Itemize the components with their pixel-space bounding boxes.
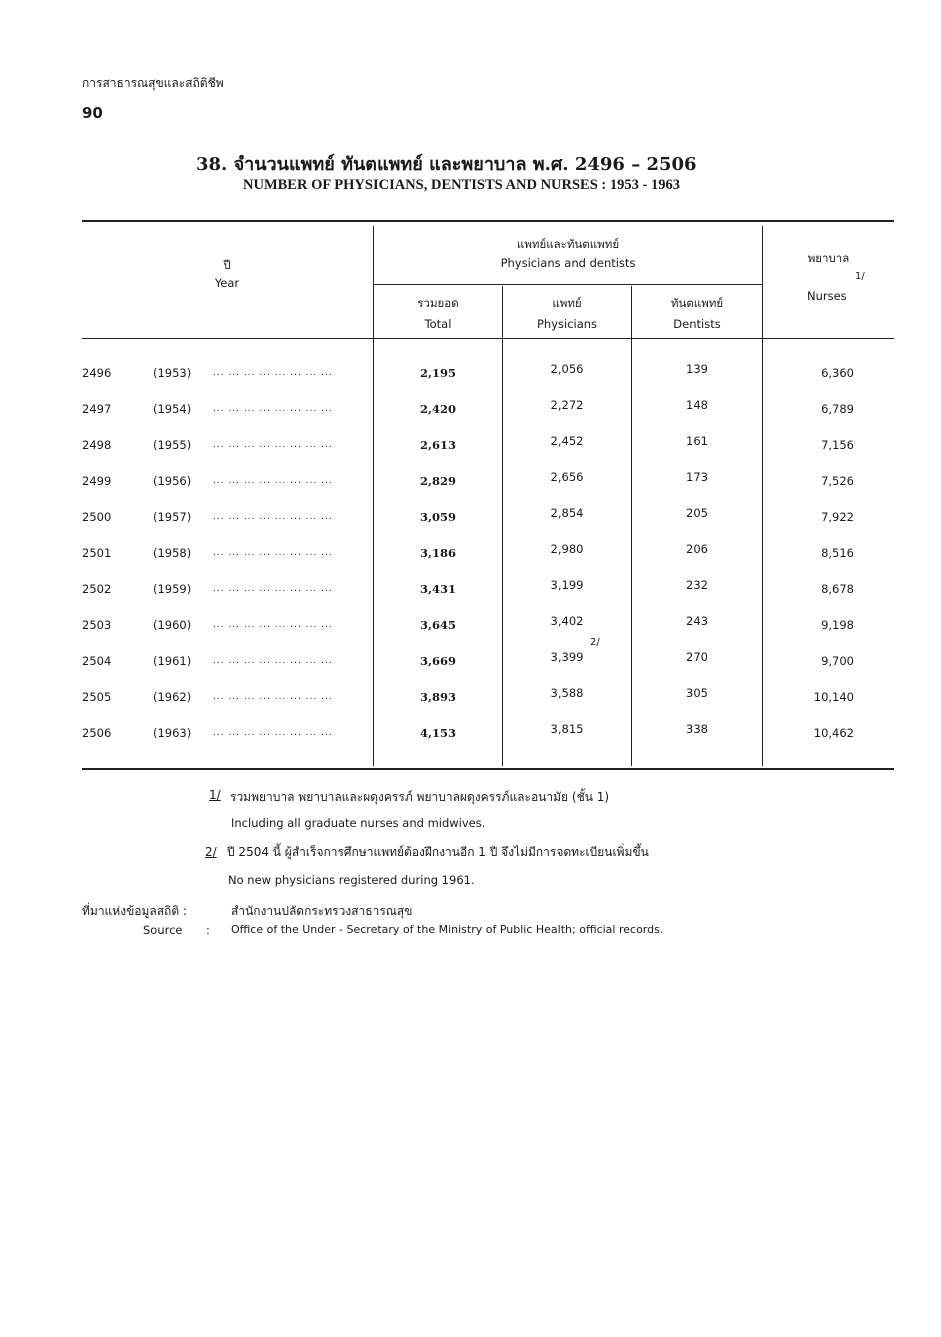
cell-year: 2502	[82, 582, 112, 596]
cell-nurses: 10,140	[813, 690, 854, 704]
cell-leader-dots: ... ... ... ... ... ... ... ...	[213, 692, 333, 702]
cell-physicians: 2,056	[550, 362, 584, 376]
cell-year-ce: (1960)	[153, 618, 192, 632]
table-row	[0, 362, 941, 386]
cell-year-ce: (1961)	[153, 654, 192, 668]
cell-year-ce: (1955)	[153, 438, 192, 452]
header-physicians-th: แพทย์	[552, 296, 582, 310]
header-nurses-en: Nurses	[807, 289, 847, 303]
cell-physicians: 3,199	[550, 578, 584, 592]
cell-year-ce: (1956)	[153, 474, 192, 488]
cell-dentists: 205	[686, 506, 708, 520]
cell-year-ce: (1953)	[153, 366, 192, 380]
cell-total: 2,195	[419, 366, 456, 380]
footnote-2-mark: 2/	[205, 845, 217, 859]
cell-nurses: 8,678	[821, 582, 854, 596]
cell-leader-dots: ... ... ... ... ... ... ... ...	[213, 584, 333, 594]
cell-total: 3,431	[419, 582, 456, 596]
footnote-2-thai: ปี 2504 นี้ ผู้สำเร็จการศึกษาแพทย์ต้องฝึกงานอีก 1 ปี จึงไม่มีการจดทะเบียนเพิ่มขึ้น	[227, 845, 649, 859]
cell-year: 2504	[82, 654, 112, 668]
cell-year: 2497	[82, 402, 112, 416]
cell-year: 2506	[82, 726, 112, 740]
nurses-note-mark: 1/	[855, 271, 865, 282]
source-text-thai: สำนักงานปลัดกระทรวงสาธารณสุข	[231, 904, 413, 918]
cell-year: 2500	[82, 510, 112, 524]
header-total-th: รวมยอด	[417, 296, 459, 310]
divider-dentists	[762, 226, 763, 766]
footnote-1-mark: 1/	[209, 788, 221, 802]
cell-leader-dots: ... ... ... ... ... ... ... ...	[213, 404, 333, 414]
cell-leader-dots: ... ... ... ... ... ... ... ...	[213, 620, 333, 630]
header-total	[374, 293, 502, 334]
cell-dentists: 338	[686, 722, 708, 736]
cell-total: 3,893	[419, 690, 456, 704]
header-year-en: Year	[214, 276, 240, 290]
cell-dentists: 161	[686, 434, 708, 448]
cell-dentists: 139	[686, 362, 708, 376]
cell-leader-dots: ... ... ... ... ... ... ... ...	[213, 728, 333, 738]
cell-nurses: 10,462	[813, 726, 854, 740]
group-rule	[374, 284, 762, 285]
cell-year-ce: (1957)	[153, 510, 192, 524]
cell-year-ce: (1954)	[153, 402, 192, 416]
cell-year-ce: (1962)	[153, 690, 192, 704]
cell-nurses: 7,526	[821, 474, 854, 488]
header-group	[374, 234, 762, 273]
cell-leader-dots: ... ... ... ... ... ... ... ...	[213, 440, 333, 450]
cell-year: 2496	[82, 366, 112, 380]
bottom-rule	[82, 768, 894, 770]
cell-dentists: 148	[686, 398, 708, 412]
physicians-2504-note-mark: 2/	[590, 637, 600, 648]
table-row	[0, 578, 941, 602]
footnote-1-thai: รวมพยาบาล พยาบาลและผดุงครรภ์ พยาบาลผดุงครรภ์และอนามัย (ชั้น 1)	[230, 790, 610, 804]
table-row	[0, 650, 941, 674]
cell-leader-dots: ... ... ... ... ... ... ... ...	[213, 548, 333, 558]
header-total-en: Total	[424, 317, 452, 331]
footnote-1-english: Including all graduate nurses and midwives.	[231, 816, 486, 830]
cell-nurses: 7,156	[821, 438, 854, 452]
cell-year: 2505	[82, 690, 112, 704]
running-title: การสาธารณสุขและสถิติชีพ	[82, 76, 224, 90]
table-title-english: NUMBER OF PHYSICIANS, DENTISTS AND NURSES : 1953 - 1963	[243, 177, 680, 193]
table-row	[0, 506, 941, 530]
cell-physicians: 3,399	[550, 650, 584, 664]
cell-physicians: 2,656	[550, 470, 584, 484]
cell-dentists: 173	[686, 470, 708, 484]
source-text-english: Office of the Under - Secretary of the Ministry of Public Health; official records.	[231, 923, 664, 936]
cell-physicians: 2,980	[550, 542, 584, 556]
header-dentists	[632, 293, 762, 334]
header-group-en: Physicians and dentists	[500, 256, 636, 270]
cell-dentists: 243	[686, 614, 708, 628]
cell-leader-dots: ... ... ... ... ... ... ... ...	[213, 368, 333, 378]
source-label-english: Source	[143, 923, 183, 937]
cell-leader-dots: ... ... ... ... ... ... ... ...	[213, 476, 333, 486]
source-label-thai: ที่มาแห่งข้อมูลสถิติ :	[82, 904, 187, 918]
cell-year: 2498	[82, 438, 112, 452]
cell-dentists: 305	[686, 686, 708, 700]
table-row	[0, 686, 941, 710]
header-nurses	[763, 248, 894, 306]
cell-total: 3,186	[419, 546, 456, 560]
table-row	[0, 470, 941, 494]
header-year	[82, 255, 372, 293]
header-nurses-th: พยาบาล	[807, 251, 850, 265]
table-row	[0, 542, 941, 566]
header-group-th: แพทย์และทันตแพทย์	[516, 237, 620, 251]
table-row	[0, 722, 941, 746]
cell-leader-dots: ... ... ... ... ... ... ... ...	[213, 656, 333, 666]
cell-dentists: 270	[686, 650, 708, 664]
cell-nurses: 9,700	[821, 654, 854, 668]
top-rule	[82, 220, 894, 222]
table-row	[0, 398, 941, 422]
cell-total: 2,420	[419, 402, 456, 416]
cell-year: 2501	[82, 546, 112, 560]
cell-physicians: 3,588	[550, 686, 584, 700]
header-rule	[82, 338, 894, 339]
cell-year-ce: (1959)	[153, 582, 192, 596]
cell-nurses: 8,516	[821, 546, 854, 560]
cell-total: 3,645	[419, 618, 456, 632]
table-title-thai: 38. จำนวนแพทย์ ทันตแพทย์ และพยาบาล พ.ศ. 2496 – 2506	[196, 154, 697, 175]
cell-physicians: 3,815	[550, 722, 584, 736]
cell-physicians: 2,452	[550, 434, 584, 448]
cell-nurses: 6,360	[821, 366, 854, 380]
footnote-2-english: No new physicians registered during 1961.	[228, 873, 475, 887]
header-physicians	[503, 293, 631, 334]
cell-physicians: 2,854	[550, 506, 584, 520]
table-row	[0, 614, 941, 638]
page-number: 90	[82, 104, 103, 122]
cell-physicians: 3,402	[550, 614, 584, 628]
cell-total: 2,613	[419, 438, 456, 452]
cell-total: 3,059	[419, 510, 456, 524]
header-dentists-th: ทันตแพทย์	[670, 296, 724, 310]
header-physicians-en: Physicians	[536, 317, 598, 331]
cell-leader-dots: ... ... ... ... ... ... ... ...	[213, 512, 333, 522]
cell-physicians: 2,272	[550, 398, 584, 412]
cell-total: 3,669	[419, 654, 456, 668]
cell-dentists: 232	[686, 578, 708, 592]
cell-nurses: 9,198	[821, 618, 854, 632]
cell-total: 2,829	[419, 474, 456, 488]
cell-total: 4,153	[419, 726, 456, 740]
cell-nurses: 6,789	[821, 402, 854, 416]
cell-year: 2499	[82, 474, 112, 488]
table-row	[0, 434, 941, 458]
cell-nurses: 7,922	[821, 510, 854, 524]
cell-year-ce: (1958)	[153, 546, 192, 560]
header-dentists-en: Dentists	[673, 317, 721, 331]
cell-year-ce: (1963)	[153, 726, 192, 740]
cell-year: 2503	[82, 618, 112, 632]
header-year-th: ปี	[223, 258, 231, 272]
cell-dentists: 206	[686, 542, 708, 556]
source-colon: :	[206, 923, 210, 937]
